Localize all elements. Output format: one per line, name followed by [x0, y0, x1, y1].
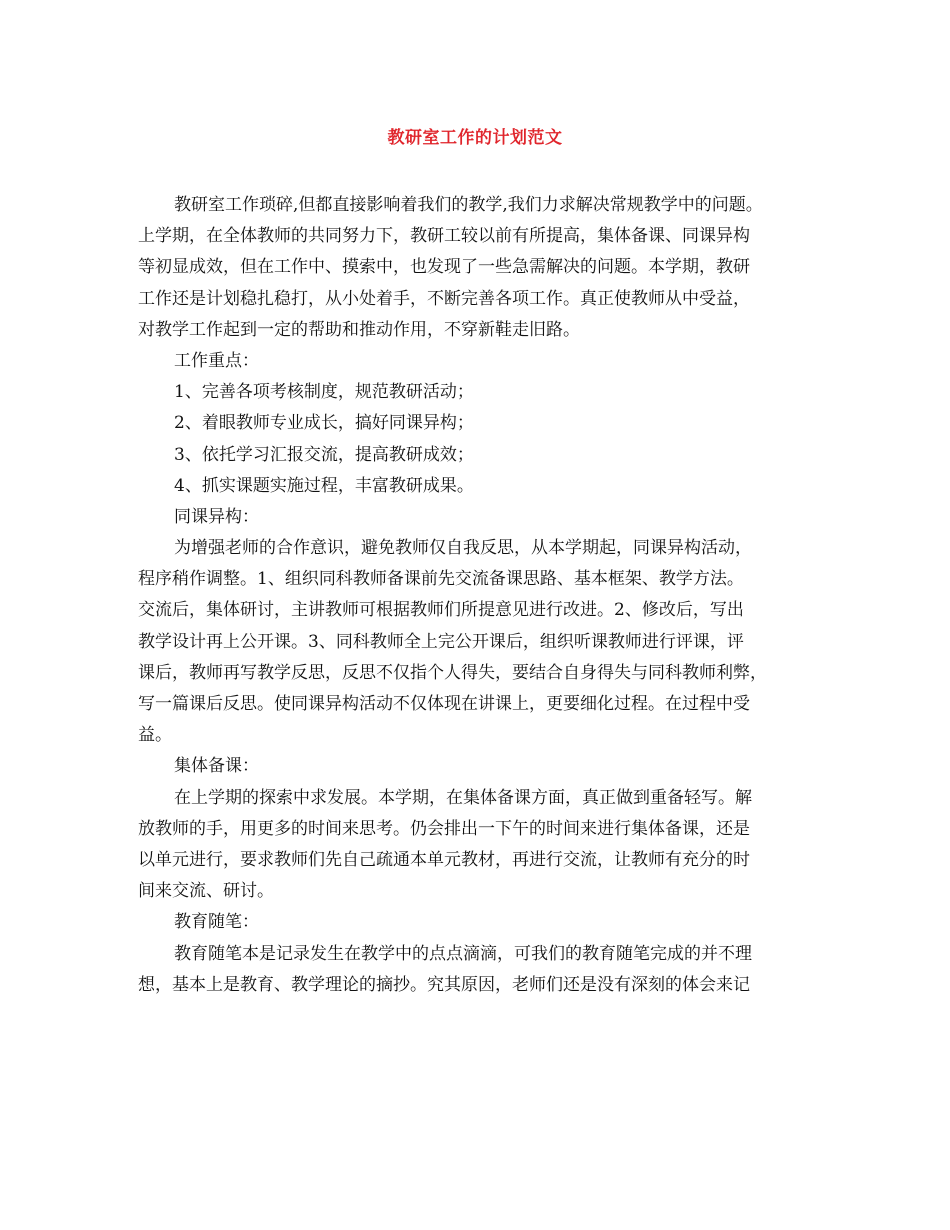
text-line: 想，基本上是教育、教学理论的摘抄。究其原因，老师们还是没有深刻的体会来记	[138, 974, 750, 995]
text-line: 同课异构：	[174, 506, 259, 527]
text-line: 间来交流、研讨。	[138, 881, 274, 902]
text-line: 教育随笔：	[174, 912, 259, 933]
document-title: 教研室工作的计划范文	[387, 128, 563, 148]
text-line: 以单元进行，要求教师们先自己疏通本单元教材，再进行交流，让教师有充分的时	[138, 849, 750, 870]
text-line: 上学期，在全体教师的共同努力下，教研工较以前有所提高，集体备课、同课异构	[138, 226, 750, 247]
text-line: 为增强老师的合作意识，避免教师仅自我反思，从本学期起，同课异构活动，	[174, 538, 752, 559]
text-line: 2、着眼教师专业成长，搞好同课异构；	[174, 413, 474, 434]
text-line: 4、抓实课题实施过程，丰富教研成果。	[174, 475, 474, 496]
text-line: 教育随笔本是记录发生在教学中的点点滴滴，可我们的教育随笔完成的并不理	[174, 943, 752, 964]
text-line: 课后，教师再写教学反思，反思不仅指个人得失，要结合自身得失与同科教师利弊，	[138, 662, 767, 683]
document-body	[138, 190, 838, 1001]
text-line: 工作还是计划稳扎稳打，从小处着手，不断完善各项工作。真正使教师从中受益，	[138, 288, 750, 309]
text-line: 程序稍作调整。1、组织同科教师备课前先交流备课思路、基本框架、教学方法。	[138, 569, 744, 590]
text-line: 3、依托学习汇报交流，提高教研成效；	[174, 444, 474, 465]
text-line: 教学设计再上公开课。3、同科教师全上完公开课后，组织听课教师进行评课，评	[138, 631, 744, 652]
text-line: 集体备课：	[174, 756, 259, 777]
text-line: 放教师的手，用更多的时间来思考。仍会排出一下午的时间来进行集体备课，还是	[138, 818, 750, 839]
text-line: 等初显成效，但在工作中、摸索中，也发现了一些急需解决的问题。本学期，教研	[138, 257, 750, 278]
text-line: 教研室工作琐碎,但都直接影响着我们的教学,我们力求解决常规教学中的问题。	[174, 195, 763, 215]
text-line: 对教学工作起到一定的帮助和推动作用，不穿新鞋走旧路。	[138, 319, 580, 340]
text-line: 1、完善各项考核制度，规范教研活动；	[174, 382, 474, 403]
text-line: 写一篇课后反思。使同课异构活动不仅体现在讲课上，更要细化过程。在过程中受	[138, 694, 750, 714]
text-line: 工作重点：	[174, 350, 259, 371]
text-line: 益。	[138, 725, 172, 746]
text-line: 在上学期的探索中求发展。本学期，在集体备课方面，真正做到重备轻写。解	[174, 787, 752, 808]
text-line: 交流后，集体研讨，主讲教师可根据教师们所提意见进行改进。2、修改后，写出	[138, 600, 744, 621]
